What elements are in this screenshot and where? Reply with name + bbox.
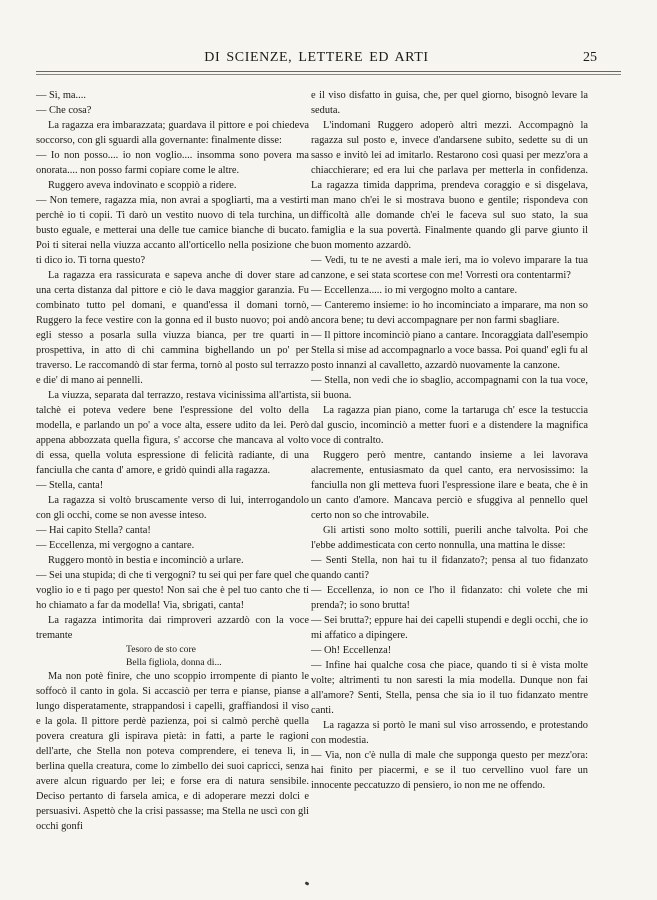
paragraph: — Eccellenza, io non ce l'ho il fidanzato: chi volete che mi prenda?; io sono brutta! bbox=[311, 585, 588, 611]
paragraph: — Sì, ma.... bbox=[36, 90, 86, 101]
paragraph: — Che cosa? bbox=[36, 105, 92, 116]
right-column bbox=[311, 88, 588, 793]
paragraph: — Eccellenza..... io mi vergogno molto a cantare. bbox=[311, 285, 518, 296]
paragraph: — Sei brutta?; eppure hai dei capelli stupendi e degli occhi, che io mi affatico a dipingere. bbox=[311, 615, 588, 641]
running-title: DI SCIENZE, LETTERE ED ARTI bbox=[204, 50, 429, 65]
left-column bbox=[36, 88, 309, 834]
paragraph: — Via, non c'è nulla di male che supponga questo per mezz'ora: hai finito per piacermi, e se il tuo cervellino vuol fare un innocente peccatuzzo di pensiero, io non me ne offendo. bbox=[311, 750, 588, 791]
paragraph: — Stella, canta! bbox=[36, 480, 104, 491]
header-rule bbox=[36, 71, 621, 72]
paragraph: e il viso disfatto in guisa, che, per quel giorno, bisognò levare la seduta. bbox=[311, 90, 588, 116]
paragraph: Ruggero montò in bestia e incominciò a urlare. bbox=[48, 555, 244, 566]
paragraph: — Stella, non vedi che io sbaglio, accompagnami con la tua voce, sii buona. bbox=[311, 375, 588, 401]
verse-line: Bella figliola, donna di... bbox=[126, 657, 222, 668]
paragraph: Ruggero però mentre, cantando insieme a lei lavorava alacremente, entusiasmato da quel canto, era nervosissimo: la fanciulla non gli metteva fuori l'espressione ilare e beata, che è in un canto d'amore. Mancava perciò e sfuggiva al pennello quel certo non so che introvabile. bbox=[311, 450, 588, 521]
paragraph: — Non temere, ragazza mia, non avrai a spogliarti, ma a vestirti perchè io ti copii. Ti darò un vestito nuovo di tela turchina, un busto eguale, e metterai una delle tue camice bianche di bucato. Poi ti siterai nella viuzza accanto all'orticello nella posizione che ti dico io. Ti torna questo? bbox=[36, 195, 309, 266]
page-header bbox=[36, 50, 597, 70]
paragraph: La ragazza si portò le mani sul viso arrossendo, e protestando con modestia. bbox=[311, 720, 588, 746]
paragraph: — Sei una stupida; di che ti vergogni? tu sei qui per fare quel che voglio io e ti pago per questo! Non sai che è pel tuo canto che ti ho chiamato a far da modella! Via, sbrigati, canta! bbox=[36, 570, 309, 611]
header-rule-thin bbox=[36, 74, 621, 75]
paragraph: La ragazza si voltò bruscamente verso di lui, interrogandolo con gli occhi, come se non avesse inteso. bbox=[36, 495, 309, 521]
paragraph: — Vedi, tu te ne avesti a male ieri, ma io volevo imparare la tua canzone, e sei stata scortese con me! Vorresti ora contentarmi? bbox=[311, 255, 588, 281]
paragraph: — Oh! Eccellenza! bbox=[311, 645, 392, 656]
verse-line: Tesoro de sto core bbox=[126, 644, 196, 655]
paragraph: Ruggero aveva indovinato e scoppiò a ridere. bbox=[48, 180, 237, 191]
paragraph: Gli artisti sono molto sottili, puerili anche talvolta. Poi che l'ebbe addimesticata con certo nonnulla, una mattina le disse: bbox=[311, 525, 588, 551]
paragraph: — Canteremo insieme: io ho incominciato a imparare, ma non so ancora bene; tu devi accompagnare per non farmi sbagliare. bbox=[311, 300, 588, 326]
paragraph: La ragazza pian piano, come la tartaruga ch' esce la testuccia dal guscio, incominciò a metter fuori e a distendere la magnifica voce di contralto. bbox=[311, 405, 588, 446]
paragraph: — Eccellenza, mi vergogno a cantare. bbox=[36, 540, 195, 551]
paragraph: La ragazza era rassicurata e sapeva anche di dover stare ad una certa distanza dal pittore e ciò le dava maggior garanzia. Fu combinato tutto pel domani, e quand'essa il domani tornò, Ruggero la fece vestire con la gonna ed il busto nuovo; poi andò egli stesso a posarla sulla viuzza bianca, per tre quarti in prospettiva, in atto di chi cammina bighellando un po' per traverso. Le raccomandò di star ferma, tornò al posto sul terrazzo e die' di mano ai pennelli. bbox=[36, 270, 309, 386]
page-number: 25 bbox=[583, 50, 597, 65]
paragraph: Ma non potè finire, che uno scoppio irrompente di pianto le soffocò il canto in gola. Si accasciò per terra e pianse, pianse a lungo disperatamente, strappandosi i capelli, graffiandosi il viso e la gola. Il pittore perdè pazienza, poi si calmò perchè quella povera creatura gli ispirava pietà: in fatti, a parte le ragioni dell'arte, che Stella non poteva comprendere, ei teneva lì, in berlina quella creatura, come lo zimbello dei suoi capricci, senza avere alcun riguardo per lei; e forse era di natura sensibile. Deciso pertanto di farsela amica, e di adoperare mezzi dolci e persuasivi. Aspettò che la crisi passasse; ma Stella ne uscì con gli occhi gonfi bbox=[36, 671, 309, 832]
paragraph: — Senti Stella, non hai tu il fidanzato?; pensa al tuo fidanzato quando canti? bbox=[311, 555, 588, 581]
paragraph: La ragazza intimorita dai rimproveri azzardò con la voce tremante bbox=[36, 615, 309, 641]
paragraph: L'indomani Ruggero adoperò altri mezzi. Accompagnò la ragazza sul posto e, invece d'andarsene subito, sedette su di un sasso e invitò lei ad imitarlo. Restarono così quasi per mezz'ora a chiacchierare; ed era lui che parlava per metterla in confidenza. La ragazza timida dapprima, prendeva coraggio e si disgelava, man mano ch'ei le si mostrava buono e gentile; rispondeva con difficoltà alle domande ch'ei le faceva sul suo stato, la sua famiglia e la sua povertà. Finalmente quando gli parve giunto il buon momento azzardò. bbox=[311, 120, 588, 251]
paragraph: La ragazza era imbarazzata; guardava il pittore e poi chiedeva soccorso, con gli sguardi alla governante: finalmente disse: bbox=[36, 120, 309, 146]
paragraph: — Il pittore incominciò piano a cantare. Incoraggiata dall'esempio Stella si mise ad accompagnarlo a voce bassa. Poi quand' egli fu al posto innanzi al cavalletto, azzardò nuovamente la canzone. bbox=[311, 330, 588, 371]
paragraph: — Infine hai qualche cosa che piace, quando ti si è vista molte volte; altrimenti tu non saresti la mia modella. Dunque non fai all'amore? Senti, Stella, pensa che sia io il tuo fidanzato mentre canti. bbox=[311, 660, 588, 716]
print-speck bbox=[305, 881, 310, 886]
paragraph: La viuzza, separata dal terrazzo, restava vicinissima all'artista, talchè ei poteva vedere bene l'espressione del volto della modella, e parlando un po' a voce alta, essere udito da lei. Però appena abbozzata quella figura, s' accorse che mancava al volto di essa, quella voluta espressione di felicità radiante, di una fanciulla che canta d' amore, e gridò quindi alla ragazza. bbox=[36, 390, 309, 476]
paragraph: — Io non posso.... io non voglio.... insomma sono povera ma onorata.... non posso farmi copiare come le altre. bbox=[36, 150, 309, 176]
paragraph: — Hai capito Stella? canta! bbox=[36, 525, 151, 536]
